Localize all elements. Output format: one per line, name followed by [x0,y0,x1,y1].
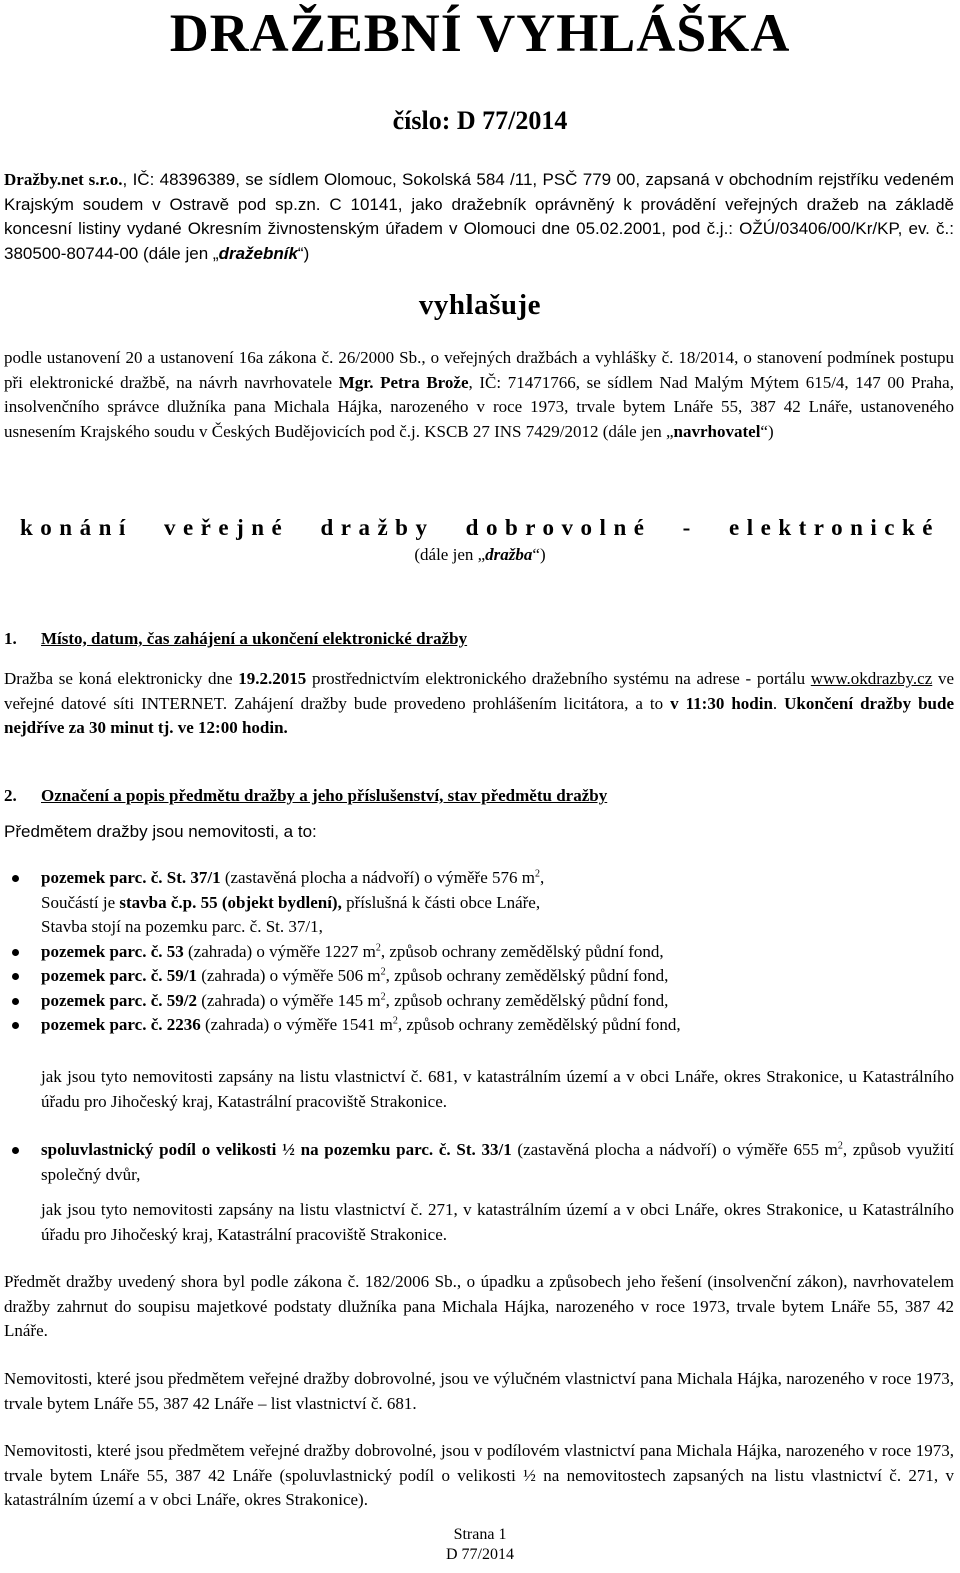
property-list [0,866,960,1038]
heading-word: - [682,515,698,540]
item-sup: 2 [392,1015,398,1027]
section-number: 1. [4,629,17,648]
auction-date: 19.2.2015 [238,669,307,688]
page-footer [0,1525,960,1565]
item-text: (zastavěná plocha a nádvoří) o výměře 655 m [511,1140,838,1159]
heading-word: dražby [320,515,435,540]
start-time: v 11:30 hodin [670,693,773,713]
building-title: stavba č.p. 55 (objekt bydlení), [119,892,342,912]
proposer-term: navrhovatel [673,421,761,441]
registry-note-2: jak jsou tyto nemovitosti zapsány na listu vlastnictví č. 271, v katastrálním území a v obci Lnáře, okres Strakonice, u Katastrálního úřadu pro Jihočeský kraj, Katastrální pracoviště Strakonice. [41,1200,954,1244]
p-text: Dražba se koná elektronicky dne [4,669,239,688]
auction-term: dražba [485,545,533,564]
item-text: Součástí je [41,892,120,912]
legal-basis-text: podle ustanovení 20 a ustanovení 16a zákona č. 26/2000 Sb., o veřejných dražbách a vyhlášky č. 18/2014, o stanovení podmínek postupu při elektronické dražbě, na návrh navrhovatele [4,348,954,392]
item-title: spoluvlastnický podíl o velikosti ½ na pozemku parc. č. St. 33/1 [41,1140,512,1159]
p-text: . [772,693,785,713]
section-title: Označení a popis předmětu dražby a jeho příslušenství, stav předmětu dražby [41,786,608,805]
item-sup: 2 [380,990,386,1002]
heading-word: dobrovolné [465,515,652,540]
note-start: (dále jen „ [414,545,486,564]
item-text: (zahrada) o výměře 506 m [196,966,381,985]
item-tail: , způsob ochrany zemědělský půdní fond, [380,941,664,961]
section-2-heading [4,786,607,806]
announces-heading: vyhlašuje [418,289,542,321]
legal-basis-paragraph [4,346,954,444]
item-title: pozemek parc. č. 53 [41,941,184,961]
section-number: 2. [4,786,17,805]
note-end: “) [532,545,546,564]
list-item [0,866,960,940]
item-sup: 2 [837,1140,843,1152]
bullet-icon [12,875,19,882]
share-ownership-paragraph: Nemovitosti, které jsou předmětem veřejné dražby dobrovolné, jsou v podílovém vlastnictví pana Michala Hájka, narozeného v roce 1973, trvale bytem Lnáře 55, 387 42 Lnáře (spoluvlastnický podíl o velikosti ½ na nemovitostech zapsaných na listu vlastnictví č. 271, v katastrálním území a v obci Lnáře, okres Strakonice). [4,1441,954,1509]
registry-note-1: jak jsou tyto nemovitosti zapsány na listu vlastnictví č. 681, v katastrálním území a v obci Lnáře, okres Strakonice, u Katastrálního úřadu pro Jihočeský kraj, Katastrální pracoviště Strakonice. [41,1067,954,1111]
list-item [0,989,960,1014]
page-number: Strana 1 [453,1526,507,1543]
portal-link[interactable]: www.okdrazby.cz [810,669,933,688]
item-title: pozemek parc. č. 59/1 [41,966,197,985]
share-list [0,1138,960,1187]
bullet-icon [12,973,19,980]
item-text: (zahrada) o výměře 145 m [196,990,381,1010]
auctioneer-term: dražebník [218,243,298,263]
heading-word: veřejné [163,515,290,540]
end-time: Ukončení dražby bude nejdříve za 30 minut tj. ve 12:00 hodin. [4,693,955,737]
item-sup: 2 [375,941,381,953]
exclusive-ownership-paragraph: Nemovitosti, které jsou předmětem veřejné dražby dobrovolné, jsou ve výlučném vlastnictví pana Michala Hájka, narozeného v roce 1973, trvale bytem Lnáře 55, 387 42 Lnáře – list vlastnictví č. 681. [4,1369,954,1413]
proposer-end: “) [760,421,774,441]
item-text: příslušná k části obce Lnáře, [341,892,541,912]
section-2-lead: Předmětem dražby jsou nemovitosti, a to: [4,822,317,841]
document-title: DRAŽEBNÍ VYHLÁŠKA [169,3,791,63]
bullet-icon [12,1147,19,1154]
heading-word: konání [20,515,133,540]
intro-text: , IČ: 48396389, se sídlem Olomouc, Sokolská 584 /11, PSČ 779 00, zapsaná v obchodním rejstříku vedeném Krajským soudem v Ostravě pod sp.zn. C 10141, jako dražebník oprávněný k provádění veřejných dražeb na základě koncesní listiny vydané Okresním živnostenským úřadem v Olomouci dne 05.02.2001, pod č.j.: OŽÚ/03406/00/Kr/KP, ev. č.: 380500-80744-00 (dále jen „ [4,170,955,263]
auction-note [0,545,960,565]
footer-ref: D 77/2014 [446,1546,514,1563]
insolvency-paragraph: Předmět dražby uvedený shora byl podle zákona č. 182/2006 Sb., o úpadku a způsobech jeho řešení (insolvenční zákon), navrhovatelem dražby zahrnut do soupisu majetkové podstaty dlužníka pana Michala Hájka, narozeného v roce 1973, trvale bytem Lnáře 55, 387 42 Lnáře. [4,1272,954,1340]
p-text: prostřednictvím elektronického dražebního systému na adrese - portálu [306,669,811,688]
proposer-details: , IČ: 71471766, se sídlem Nad Malým Mýtem 615/4, 147 00 Praha, insolvenčního správce dlužníka pana Michala Hájka, narozeného v roce 1973, trvale bytem Lnáře 55, 387 42 Lnáře, ustanoveného usnesením Krajského soudu v Českých Budějovicích pod č.j. KSCB 27 INS 7429/2012 (dále jen „ [4,372,954,441]
item-tail: , způsob ochrany zemědělský půdní fond, [385,966,669,985]
item-tail: , způsob ochrany zemědělský půdní fond, [385,990,669,1010]
company-name: Dražby.net s.r.o. [4,170,123,189]
item-text: Stavba stojí na pozemku parc. č. St. 37/1, [41,917,323,936]
item-title: pozemek parc. č. 2236 [41,1015,201,1034]
bullet-icon [12,949,19,956]
heading-word: elektronické [729,515,940,540]
bullet-icon [12,1022,19,1029]
item-text: (zahrada) o výměře 1227 m [183,941,376,961]
intro-paragraph [4,168,954,266]
list-item [0,1013,960,1038]
item-tail: , způsob využití společný dvůr, [41,1140,954,1184]
list-item [0,940,960,965]
intro-end: “) [297,243,310,263]
item-text: (zahrada) o výměře 1541 m [200,1015,393,1034]
bullet-icon [12,998,19,1005]
section-1-heading [4,629,467,649]
section-title: Místo, datum, čas zahájení a ukončení elektronické dražby [41,629,468,648]
item-tail: , způsob ochrany zemědělský půdní fond, [397,1015,681,1034]
section-1-paragraph [4,667,954,741]
item-title: pozemek parc. č. St. 37/1 [41,868,221,887]
auction-type-heading [20,515,940,541]
item-text: (zastavěná plocha a nádvoří) o výměře 576 m [220,868,535,887]
item-tail: , [539,868,545,887]
item-sup: 2 [534,868,540,880]
document-number: číslo: D 77/2014 [392,106,568,135]
proposer-name: Mgr. Petra Brože [338,372,469,392]
p-text: ve veřejné datové síti INTERNET. Zahájení dražby bude provedeno prohlášením licitátora, a to [4,669,954,713]
list-item [0,964,960,989]
list-item [0,1138,960,1187]
item-title: pozemek parc. č. 59/2 [41,990,197,1010]
item-sup: 2 [380,966,386,978]
